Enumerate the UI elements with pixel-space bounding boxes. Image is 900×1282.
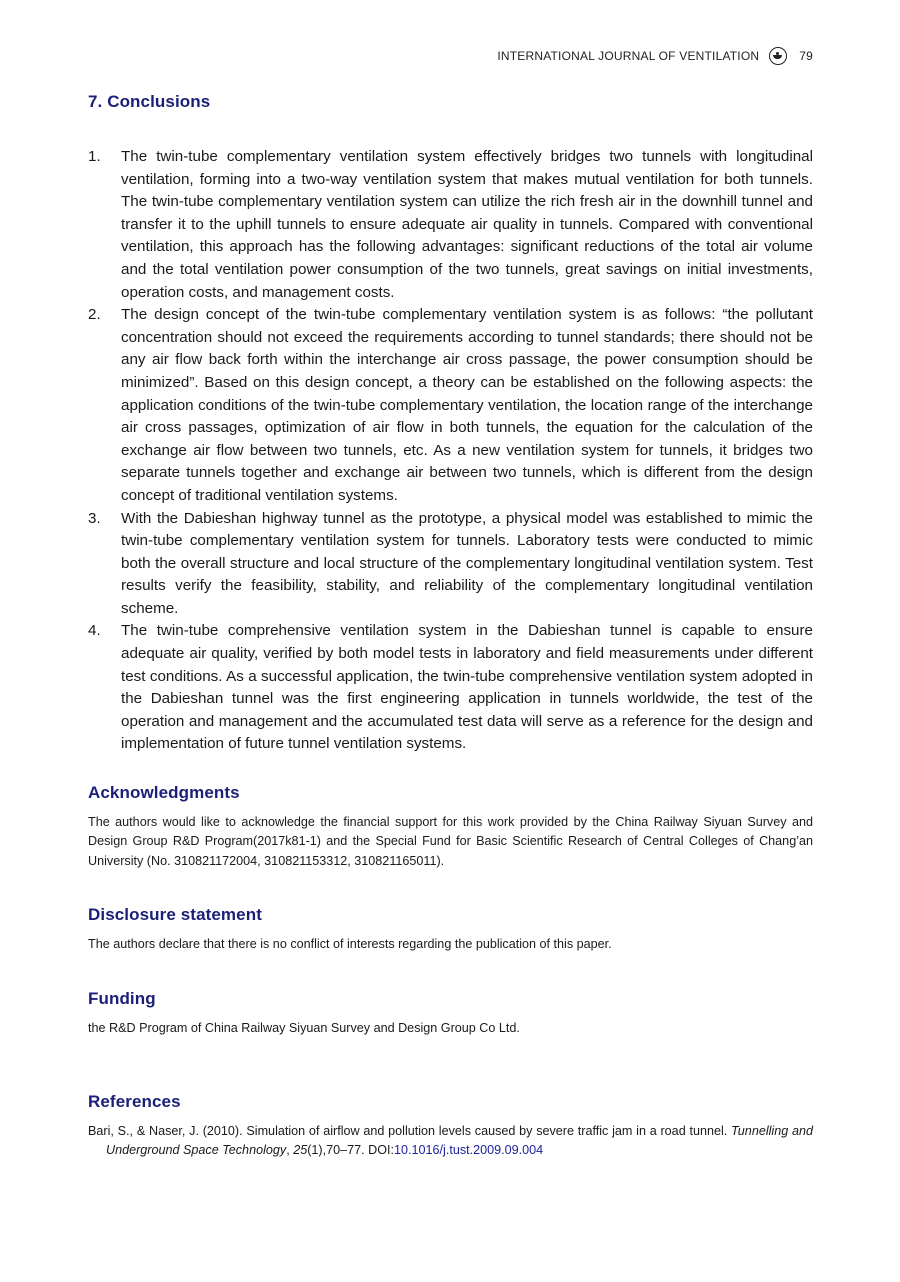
item-text: The design concept of the twin-tube complementary ventilation system is as follows: “the pollutant concentration should not exceed the requirements according to tunnel standards; there should not be any air flow back forth within the interchange air cross passage, the power consumption should be minimized”. Based on this design concept, a theory can be established on the following aspects: the application conditions of the twin-tube complementary ventilation, the location range of the interchange air cross passages, optimization of air flow in both tunnels, the equation for the calculation of the exchange air flow between two tunnels, etc. As a new ventilation system for tunnels, it bridges two separate tunnels together and exchange air between two tunnels, which is different from the design concept of traditional ventilation systems.	[121, 306, 813, 504]
item-text: The twin-tube comprehensive ventilation system in the Dabieshan tunnel is capable to ensure adequate air quality, verified by both model tests in laboratory and field measurements under different test conditions. As a successful application, the twin-tube comprehensive ventilation system adopted in the Dabieshan tunnel was the first engineering application in tunnels worldwide, the test of the operation and management and the accumulated test data will serve as a reference for the design and implementation of future tunnel ventilation systems.	[121, 622, 813, 753]
page-content	[88, 92, 813, 1160]
item-number: 4.	[88, 622, 101, 640]
conclusion-item	[88, 508, 813, 621]
conclusion-item	[88, 304, 813, 507]
funding-section	[88, 989, 813, 1038]
section-title-acknowledgments: Acknowledgments	[88, 783, 240, 803]
reference-issue-pages: (1),70–77. DOI:	[307, 1142, 395, 1157]
journal-name: INTERNATIONAL JOURNAL OF VENTILATION	[497, 49, 760, 63]
conclusions-list	[88, 146, 813, 756]
acknowledgments-text: The authors would like to acknowledge the financial support for this work provided by the China Railway Siyuan Survey and Design Group R&D Program(2017k81-1) and the Special Fund for Basic Scientific Research of Central Colleges of Chang’an University (No. 310821172004, 310821153312, 310821165011).	[88, 815, 813, 868]
funding-text: the R&D Program of China Railway Siyuan Survey and Design Group Co Ltd.	[88, 1021, 520, 1036]
reference-authors-title: Bari, S., & Naser, J. (2010). Simulation of airflow and pollution levels caused by severe traffic jam in a road tunnel.	[88, 1123, 732, 1138]
reference-journal: Tunnelling and Underground Space Technology	[106, 1123, 813, 1157]
disclosure-section	[88, 905, 813, 954]
reference-sep: ,	[286, 1142, 294, 1157]
reference-volume: 25	[293, 1142, 308, 1157]
page-number: 79	[799, 49, 813, 63]
item-number: 2.	[88, 306, 101, 324]
reference-item	[88, 1122, 813, 1161]
section-title-conclusions: 7. Conclusions	[88, 92, 211, 111]
item-number: 3.	[88, 509, 101, 527]
item-text: The twin-tube complementary ventilation system effectively bridges two tunnels with longitudinal ventilation, forming into a two-way ventilation system that makes mutual ventilation for both tunnels. The twin-tube complementary ventilation system can utilize the rich fresh air in the downhill tunnel and transfer it to the uphill tunnels to ensure adequate air quality in tunnels. Compared with conventional ventilation, this approach has the following advantages: significant reductions of the total air volume and the total ventilation power consumption of the two tunnels, great savings on initial investments, operation costs, and management costs.	[121, 148, 813, 301]
acknowledgments-section	[88, 783, 813, 871]
section-title-disclosure: Disclosure statement	[88, 904, 262, 924]
reference-doi-link[interactable]: 10.1016/j.tust.2009.09.004	[394, 1142, 544, 1157]
running-header	[497, 47, 813, 65]
references-section	[88, 1092, 813, 1161]
item-text: With the Dabieshan highway tunnel as the prototype, a physical model was established to mimic the twin-tube complementary ventilation system for tunnels. Laboratory tests were conducted to mimic both the overall structure and local structure of the complementary longitudinal ventilation system. Test results verify the feasibility, stability, and reliability of the complementary longitudinal ventilation scheme.	[121, 509, 813, 617]
journal-logo-icon	[769, 47, 787, 65]
conclusion-item	[88, 146, 813, 304]
section-title-funding: Funding	[88, 989, 156, 1009]
section-title-references: References	[88, 1091, 181, 1111]
item-number: 1.	[88, 148, 101, 165]
disclosure-text: The authors declare that there is no conflict of interests regarding the publication of this paper.	[88, 936, 612, 951]
conclusion-item	[88, 620, 813, 756]
